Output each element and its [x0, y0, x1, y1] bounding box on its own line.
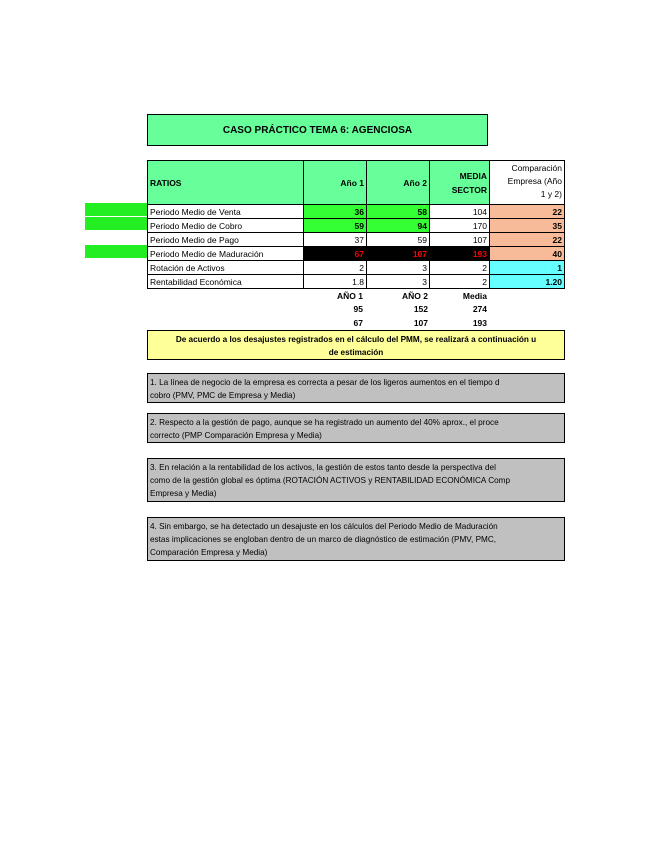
note-4-line3: Comparación Empresa y Media)	[150, 548, 268, 557]
note-3-line2: como de la gestión global es óptima (ROTACIÓN ACTIVOS y RENTABILIDAD ECONÓMICA Comp	[150, 476, 511, 485]
header-year1: Año 1	[304, 161, 367, 205]
cell-year2: 107	[367, 247, 430, 261]
cell-media: 2	[430, 261, 490, 275]
summary-header-year2: AÑO 2	[402, 291, 428, 301]
header-comparison-line2: Empresa (Año	[507, 176, 562, 186]
note-4-line2: estas implicaciones se engloban dentro de un marco de diagnóstico de estimación (PMV, PMC,	[150, 535, 497, 544]
note-2-line2: correcto (PMP Comparación Empresa y Media)	[150, 431, 322, 440]
cell-comparison: 22	[490, 205, 565, 219]
header-comparison-line3: 1 y 2)	[540, 189, 562, 199]
cell-comparison: 1.20	[490, 275, 565, 289]
row-label: Periodo Medio de Cobro	[148, 219, 304, 233]
summary-header-media: Media	[462, 291, 487, 301]
cell-media: 2	[430, 275, 490, 289]
header-comparison	[490, 161, 565, 205]
header-comparison-line1: Comparación	[511, 163, 562, 173]
table-row	[148, 275, 565, 289]
header-media	[430, 161, 490, 205]
row-label: Periodo Medio de Maduración	[148, 247, 304, 261]
table-row	[148, 205, 565, 219]
header-ratios: RATIOS	[148, 161, 304, 205]
cell-year1: 1.8	[304, 275, 367, 289]
row-label: Periodo Medio de Pago	[148, 233, 304, 247]
note-3-line1: 3. En relación a la rentabilidad de los activos, la gestión de estos tanto desde la perspectiva del	[150, 463, 496, 472]
note-1	[147, 373, 565, 403]
page-title: CASO PRÁCTICO TEMA 6: AGENCIOSA	[147, 114, 488, 146]
intro-note-line2: de estimación	[328, 348, 384, 357]
cell-year2: 3	[367, 275, 430, 289]
cell-comparison: 40	[490, 247, 565, 261]
row-marker-cobro	[85, 217, 147, 230]
summary-r2-year1: 67	[353, 318, 363, 328]
cell-year1: 67	[304, 247, 367, 261]
cell-media: 170	[430, 219, 490, 233]
note-1-line2: cobro (PMV, PMC de Empresa y Media)	[150, 391, 296, 400]
cell-year1: 2	[304, 261, 367, 275]
table-row	[148, 219, 565, 233]
note-2	[147, 413, 565, 443]
cell-year2: 59	[367, 233, 430, 247]
note-4	[147, 517, 565, 561]
table-header-row	[148, 161, 565, 205]
cell-year1: 36	[304, 205, 367, 219]
row-marker-maduracion	[85, 245, 147, 258]
cell-year2: 58	[367, 205, 430, 219]
summary-r1-year2: 152	[413, 304, 428, 314]
note-3	[147, 458, 565, 502]
table-row	[148, 233, 565, 247]
cell-media: 104	[430, 205, 490, 219]
row-label: Rotación de Activos	[148, 261, 304, 275]
cell-year1: 37	[304, 233, 367, 247]
cell-year1: 59	[304, 219, 367, 233]
cell-comparison: 1	[490, 261, 565, 275]
summary-r2-media: 193	[472, 318, 487, 328]
header-media-line2: SECTOR	[451, 184, 487, 195]
note-3-line3: Empresa y Media)	[150, 489, 217, 498]
summary-r2-year2: 107	[413, 318, 428, 328]
header-media-line1: MEDIA	[459, 170, 487, 181]
header-year2: Año 2	[367, 161, 430, 205]
summary-header-year1: AÑO 1	[337, 291, 363, 301]
note-2-line1: 2. Respecto a la gestión de pago, aunque se ha registrado un aumento del 40% aprox., el proce	[150, 418, 499, 427]
cell-year2: 3	[367, 261, 430, 275]
note-4-line1: 4. Sin embargo, se ha detectado un desajuste en los cálculos del Periodo Medio de Maduración	[150, 522, 498, 531]
cell-media: 193	[430, 247, 490, 261]
cell-comparison: 35	[490, 219, 565, 233]
summary-r1-media: 274	[472, 304, 487, 314]
intro-note	[147, 330, 565, 360]
row-label: Periodo Medio de Venta	[148, 205, 304, 219]
intro-note-line1: De acuerdo a los desajustes registrados en el cálculo del PMM, se realizará a continuación u	[175, 335, 537, 344]
summary-r1-year1: 95	[353, 304, 363, 314]
table-row	[148, 247, 565, 261]
ratios-table	[147, 160, 565, 289]
row-label: Rentabilidad Económica	[148, 275, 304, 289]
cell-comparison: 22	[490, 233, 565, 247]
row-marker-venta	[85, 203, 147, 216]
cell-media: 107	[430, 233, 490, 247]
note-1-line1: 1. La línea de negocio de la empresa es correcta a pesar de los ligeros aumentos en el tiempo d	[150, 378, 500, 387]
table-row	[148, 261, 565, 275]
cell-year2: 94	[367, 219, 430, 233]
